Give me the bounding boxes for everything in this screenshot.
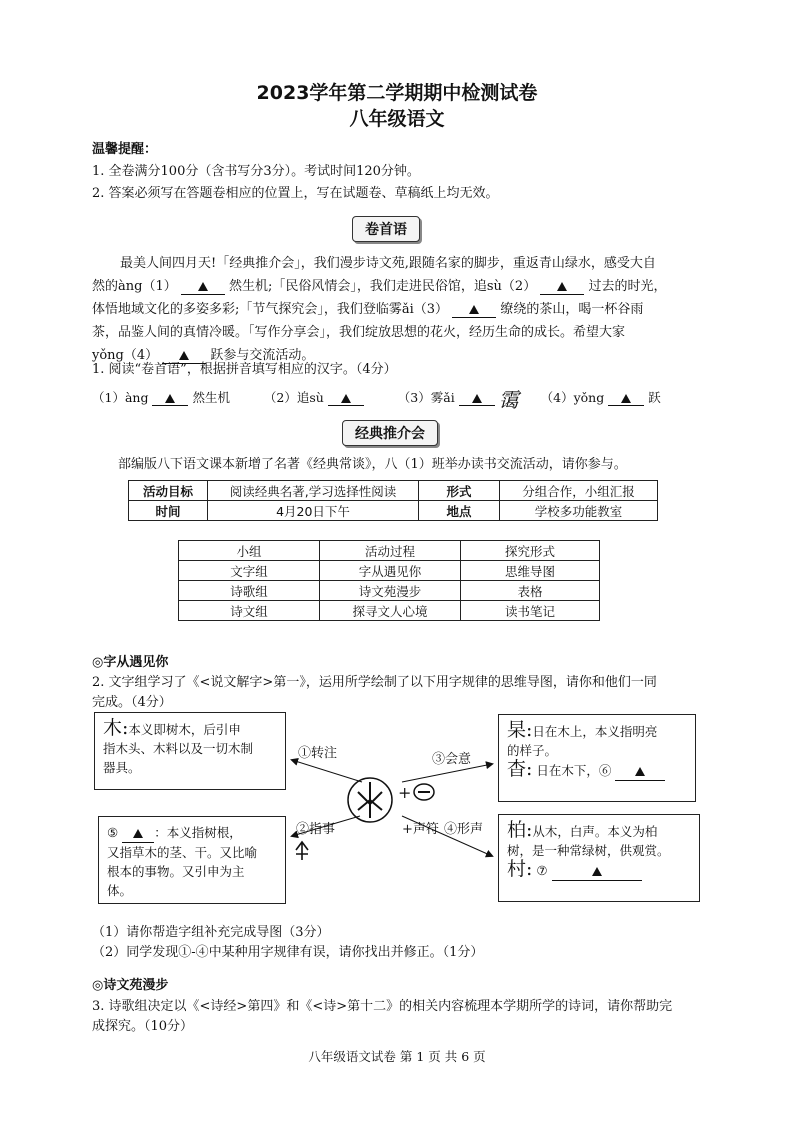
table-cell: 探寻文人心境 (320, 601, 461, 621)
preface-line-3-start: 体悟地域文化的多姿多彩;「节气探究会」，我们登临雾ǎi（3） (92, 302, 449, 317)
triangle-icon (557, 282, 567, 291)
box-ben-line-2: 又指草木的茎、干。又比喻 (107, 845, 258, 860)
q2-sub-1: （1）请你帮造字组补充完成导图（3分） (92, 925, 330, 940)
triangle-icon (341, 394, 351, 403)
box-ben-line-3: 根本的事物。又引申为主 (107, 864, 245, 879)
triangle-icon (621, 394, 631, 403)
box-ben-num: ⑤ (107, 825, 119, 840)
table-cell: 活动目标 (129, 481, 208, 501)
q2-stem-2: 完成。（4分） (92, 695, 172, 710)
exam-title: 2023学年第二学期期中检测试卷 (256, 82, 538, 104)
char-yao: 杳: (507, 758, 533, 780)
box-gao-line-2: 的样子。 (507, 743, 558, 758)
arrow-1 (292, 760, 362, 782)
q3-stem-2: 成探究。（10分） (92, 1019, 194, 1034)
preface-line-2-start: 然的àng（1） (92, 279, 177, 294)
box-ben-line-4: 体。 (107, 883, 133, 898)
triangle-icon (198, 282, 208, 291)
q1-item-1: （1）àng (92, 390, 149, 405)
table-cell: 表格 (461, 581, 600, 601)
ancient-mu-glyph-icon (358, 782, 382, 818)
label-plus-sound: +声符 (402, 822, 439, 837)
triangle-icon (472, 394, 482, 403)
triangle-icon (469, 305, 479, 314)
triangle-icon (165, 394, 175, 403)
table-cell: 4月20日下午 (208, 501, 419, 521)
char-gao: 杲: (507, 719, 533, 741)
blank-1[interactable] (181, 279, 225, 295)
table-cell: 诗歌组 (179, 581, 320, 601)
ancient-ben-glyph-icon (296, 842, 308, 860)
triangle-icon (635, 767, 645, 776)
q1-item-4: （4）yǒng (540, 390, 605, 405)
q1-blank-3[interactable] (459, 390, 495, 406)
blank-2[interactable] (540, 279, 584, 295)
preface-badge: 卷首语 (352, 216, 420, 242)
table-cell: 时间 (129, 501, 208, 521)
mind-map (92, 712, 712, 912)
table-cell: 地点 (419, 501, 500, 521)
box-mu (94, 712, 286, 790)
table-cell: 思维导图 (461, 561, 600, 581)
info-table (128, 480, 658, 521)
box-bai-blank-num: ⑦ (536, 863, 548, 878)
q1-item-1-rest: 然生机 (192, 390, 230, 405)
table-cell: 诗文苑漫步 (320, 581, 461, 601)
preface-line-2-end: 过去的时光， (588, 279, 667, 294)
box-mu-line-1: 本义即树木，后引申 (128, 722, 241, 737)
preface-line-3 (92, 298, 704, 318)
char-bai: 柏: (507, 819, 533, 841)
table-cell: 诗文组 (179, 601, 320, 621)
q1-item-3: （3）雾ǎi (397, 390, 455, 405)
table-cell: 分组合作，小组汇报 (500, 481, 658, 501)
preface-line-2-rest: 然生机;「民俗风情会」，我们走进民俗馆，追sù（2） (229, 279, 537, 294)
blank-7[interactable] (552, 861, 642, 881)
q1-item-2: （2）追sù (263, 390, 324, 405)
q1-blank-1[interactable] (152, 390, 188, 406)
char-cun: 村: (507, 858, 533, 880)
table-cell: 学校多功能教室 (500, 501, 658, 521)
table-cell: 文字组 (179, 561, 320, 581)
preface-line-4: 茶，品鉴人间的真情冷暖。「写作分享会」，我们绽放思想的花火，经历生命的成长。希望大家 (92, 325, 626, 340)
q1-stem: 1. 阅读“卷首语”，根据拼音填写相应的汉字。（4分） (92, 362, 397, 377)
box-mu-line-3: 器具。 (103, 760, 141, 775)
q2-stem-1: 2. 文字组学习了《<说文解字>第一》，运用所学绘制了以下用字规律的思维导图，请你和他们一同 (92, 675, 657, 690)
label-zhishi: ②指事 (296, 822, 336, 837)
preface-line-5-rest: 跃参与交流活动。 (210, 348, 315, 363)
preface-line-2 (92, 275, 704, 295)
page-footer: 八年级语文试卷 第 1 页 共 6 页 (308, 1049, 486, 1064)
box-ben-line-1: ：本义指树根， (154, 825, 242, 840)
box-bai-line-1: 从木，白声。本义为柏 (532, 824, 658, 839)
q1-blank-4[interactable] (608, 390, 644, 406)
blank-5[interactable] (122, 823, 154, 843)
label-huiyi: ③会意 (432, 752, 472, 767)
table-cell: 形式 (419, 481, 500, 501)
box-gao (498, 714, 696, 802)
char-mu: 木: (103, 717, 129, 739)
table-header: 活动过程 (320, 541, 461, 561)
table-row (179, 601, 600, 621)
triangle-icon (592, 867, 602, 876)
box-bai-line-2: 树，是一种常绿树，供观赏。 (507, 843, 670, 858)
classics-intro: 部编版八下语文课本新增了名著《经典常谈》，八（1）班举办读书交流活动，请你参与。 (118, 457, 627, 472)
blank-6[interactable] (615, 761, 665, 781)
box-gao-line-1: 日在木上，本义指明亮 (532, 724, 658, 739)
section3-heading: ◎诗文苑漫步 (92, 978, 169, 993)
table-cell: 读书笔记 (461, 601, 600, 621)
q2-sub-2: （2）同学发现①-④中某种用字规律有误，请你找出并修正。（1分） (92, 945, 484, 960)
preface-line-1: 最美人间四月天!「经典推介会」，我们漫步诗文苑,跟随名家的脚步，重返青山绿水，感受大自 (120, 256, 656, 271)
handwritten-answer: 霭 (498, 388, 519, 412)
classics-badge: 经典推介会 (342, 420, 438, 446)
table-header: 探究形式 (461, 541, 600, 561)
preface-line-3-rest: 缭绕的茶山，喝一杯谷雨 (500, 302, 644, 317)
exam-subtitle: 八年级语文 (349, 108, 445, 130)
q1-items (92, 384, 704, 413)
label-xingsheng: ④形声 (444, 822, 484, 837)
q3-stem-1: 3. 诗歌组决定以《<诗经>第四》和《<诗>第十二》的相关内容梳理本学期所学的诗词，请你帮助完 (92, 999, 673, 1014)
table-cell: 字从遇见你 (320, 561, 461, 581)
reminder-2: 2. 答案必须写在答题卷相应的位置上，写在试题卷、草稿纸上均无效。 (92, 186, 499, 201)
table-header-row (179, 541, 600, 561)
table-row (179, 561, 600, 581)
box-gao-line-3: 日在木下，⑥ (536, 763, 612, 778)
plus-sign: + (398, 783, 412, 802)
preface-line-5-start: yǒng（4） (92, 348, 159, 363)
label-zhuanzhu: ①转注 (298, 746, 338, 761)
box-bai (498, 814, 700, 902)
table-cell: 阅读经典名著,学习选择性阅读 (208, 481, 419, 501)
section2-heading: ◎字从遇见你 (92, 655, 169, 670)
blank-3[interactable] (452, 302, 496, 318)
table-header: 小组 (179, 541, 320, 561)
triangle-icon (133, 829, 143, 838)
q1-item-4-rest: 跃 (648, 390, 661, 405)
q1-blank-2[interactable] (328, 390, 364, 406)
table-row (129, 501, 658, 521)
box-mu-line-2: 指木头、木料以及一切木制 (103, 741, 254, 756)
table-row (179, 581, 600, 601)
box-ben (98, 816, 286, 904)
table-row (129, 481, 658, 501)
reminder-label: 温馨提醒： (92, 142, 158, 157)
group-table (178, 540, 600, 621)
reminder-1: 1. 全卷满分100分（含书写分3分）。考试时间120分钟。 (92, 164, 420, 179)
